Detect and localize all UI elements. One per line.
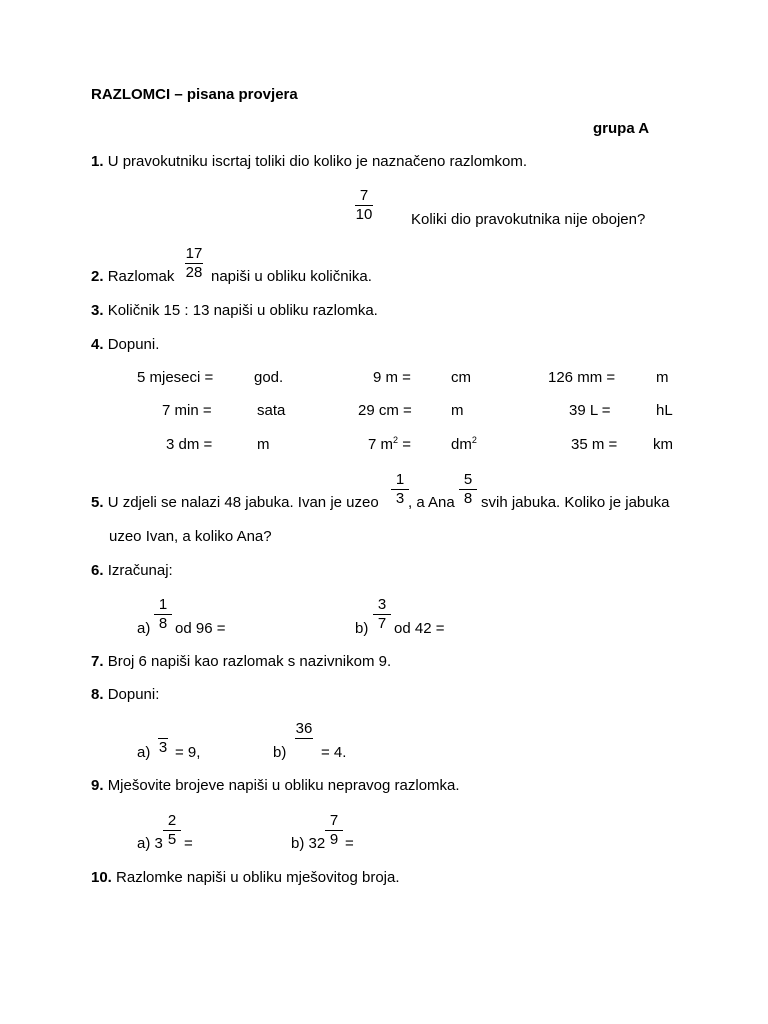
conversion-item: 9 m = <box>373 369 411 386</box>
fraction <box>370 596 394 633</box>
subitem-label: b) 32 <box>291 835 326 852</box>
question-text: uzeo Ivan, a koliko Ana? <box>109 528 272 545</box>
question-number: 4. <box>91 336 104 353</box>
denominator: 7 <box>377 615 387 632</box>
subitem-label: b) <box>273 744 287 761</box>
question-text: Broj 6 napiši kao razlomak s nazivnikom 9. <box>107 653 392 670</box>
numerator: 2 <box>167 812 177 829</box>
conversion-item: 35 m = <box>571 436 618 453</box>
subitem-text: = 4. <box>321 744 347 761</box>
conversion-unit: hL <box>656 402 673 419</box>
conversion-item: 3 dm = <box>166 436 213 453</box>
question-number: 10. <box>91 869 112 886</box>
question-text: svih jabuka. Koliko je jabuka <box>481 494 670 511</box>
conversion-item: 39 L = <box>569 402 611 419</box>
fraction <box>182 245 206 282</box>
fraction <box>352 187 376 224</box>
denominator: 3 <box>158 739 168 756</box>
subitem-text: od 42 = <box>394 620 445 637</box>
numerator: 1 <box>158 596 168 613</box>
numerator: 1 <box>395 471 405 488</box>
conversion-item: 7 $m^2$ = <box>368 435 411 453</box>
question-text: Mješovite brojeve napiši u obliku nepravog razlomka. <box>107 777 460 794</box>
question-2 <box>91 268 174 286</box>
conversion-item: 7 min = <box>162 402 212 419</box>
subitem-label: a) <box>137 744 151 761</box>
conversion-unit: m <box>656 369 669 386</box>
question-text: U zdjeli se nalazi 48 jabuka. Ivan je uzeo <box>107 494 379 511</box>
fraction <box>322 812 346 849</box>
fraction <box>151 720 175 757</box>
conversion-unit: god. <box>254 369 284 386</box>
question-3 <box>91 302 378 320</box>
group-label: grupa A <box>593 120 650 137</box>
denominator <box>292 739 316 757</box>
numerator: 5 <box>463 471 473 488</box>
question-5 <box>91 494 379 512</box>
fraction <box>292 720 316 757</box>
subitem-label: a) <box>137 620 151 637</box>
question-text: , a Ana <box>408 494 455 511</box>
conversion-unit: $dm^2$ <box>451 435 477 453</box>
exponent: 2 <box>471 435 477 445</box>
denominator: 8 <box>463 490 473 507</box>
denominator: 10 <box>355 206 373 223</box>
subitem-label: a) 3 <box>137 835 163 852</box>
conversion-unit: m <box>451 402 464 419</box>
conversion-item: 5 mjeseci = <box>137 369 214 386</box>
question-4 <box>91 336 159 354</box>
denominator: 9 <box>329 831 339 848</box>
conversion-unit: sata <box>257 402 286 419</box>
question-number: 7. <box>91 653 104 670</box>
question-8 <box>91 686 159 704</box>
denominator: 3 <box>395 490 405 507</box>
conversion-item: 126 mm = <box>548 369 616 386</box>
question-6 <box>91 562 173 580</box>
conversion-unit: m <box>257 436 270 453</box>
conversion-unit: cm <box>451 369 471 386</box>
numerator: 17 <box>185 245 203 262</box>
numerator: 7 <box>359 187 369 204</box>
question-10 <box>91 869 400 887</box>
subitem-text: od 96 = <box>175 620 226 637</box>
question-number: 5. <box>91 494 104 511</box>
conversion-unit: km <box>653 436 673 453</box>
question-text: Dopuni: <box>107 686 160 703</box>
question-number: 2. <box>91 268 104 285</box>
question-text: Dopuni. <box>107 336 160 353</box>
subitem-text: = <box>345 835 354 852</box>
question-text: Količnik 15 : 13 napiši u obliku razlomka. <box>107 302 378 319</box>
question-number: 3. <box>91 302 104 319</box>
question-text: U pravokutniku iscrtaj toliki dio koliko je naznačeno razlomkom. <box>107 153 528 170</box>
fraction <box>456 471 480 508</box>
page-title: RAZLOMCI – pisana provjera <box>91 86 298 103</box>
question-number: 1. <box>91 153 104 170</box>
question-7 <box>91 653 391 671</box>
subitem-text: = 9, <box>175 744 201 761</box>
question-text: Razlomke napiši u obliku mješovitog broja. <box>116 869 400 886</box>
numerator: 3 <box>377 596 387 613</box>
conversion-item: 29 cm = <box>358 402 412 419</box>
question-text: napiši u obliku količnika. <box>211 268 372 285</box>
question-1-subquestion: Koliki dio pravokutnika nije obojen? <box>411 211 646 228</box>
numerator: 7 <box>329 812 339 829</box>
subitem-text: = <box>184 835 193 852</box>
question-1 <box>91 153 527 171</box>
question-number: 9. <box>91 777 104 794</box>
numerator <box>151 720 175 738</box>
exponent: 2 <box>393 435 399 445</box>
fraction <box>160 812 184 849</box>
question-number: 6. <box>91 562 104 579</box>
question-9 <box>91 777 460 795</box>
question-text: Izračunaj: <box>107 562 173 579</box>
fraction <box>151 596 175 633</box>
question-text: Razlomak <box>107 268 175 285</box>
numerator: 36 <box>295 720 313 737</box>
subitem-label: b) <box>355 620 369 637</box>
question-number: 8. <box>91 686 104 703</box>
denominator: 28 <box>185 264 203 281</box>
denominator: 8 <box>158 615 168 632</box>
denominator: 5 <box>167 831 177 848</box>
